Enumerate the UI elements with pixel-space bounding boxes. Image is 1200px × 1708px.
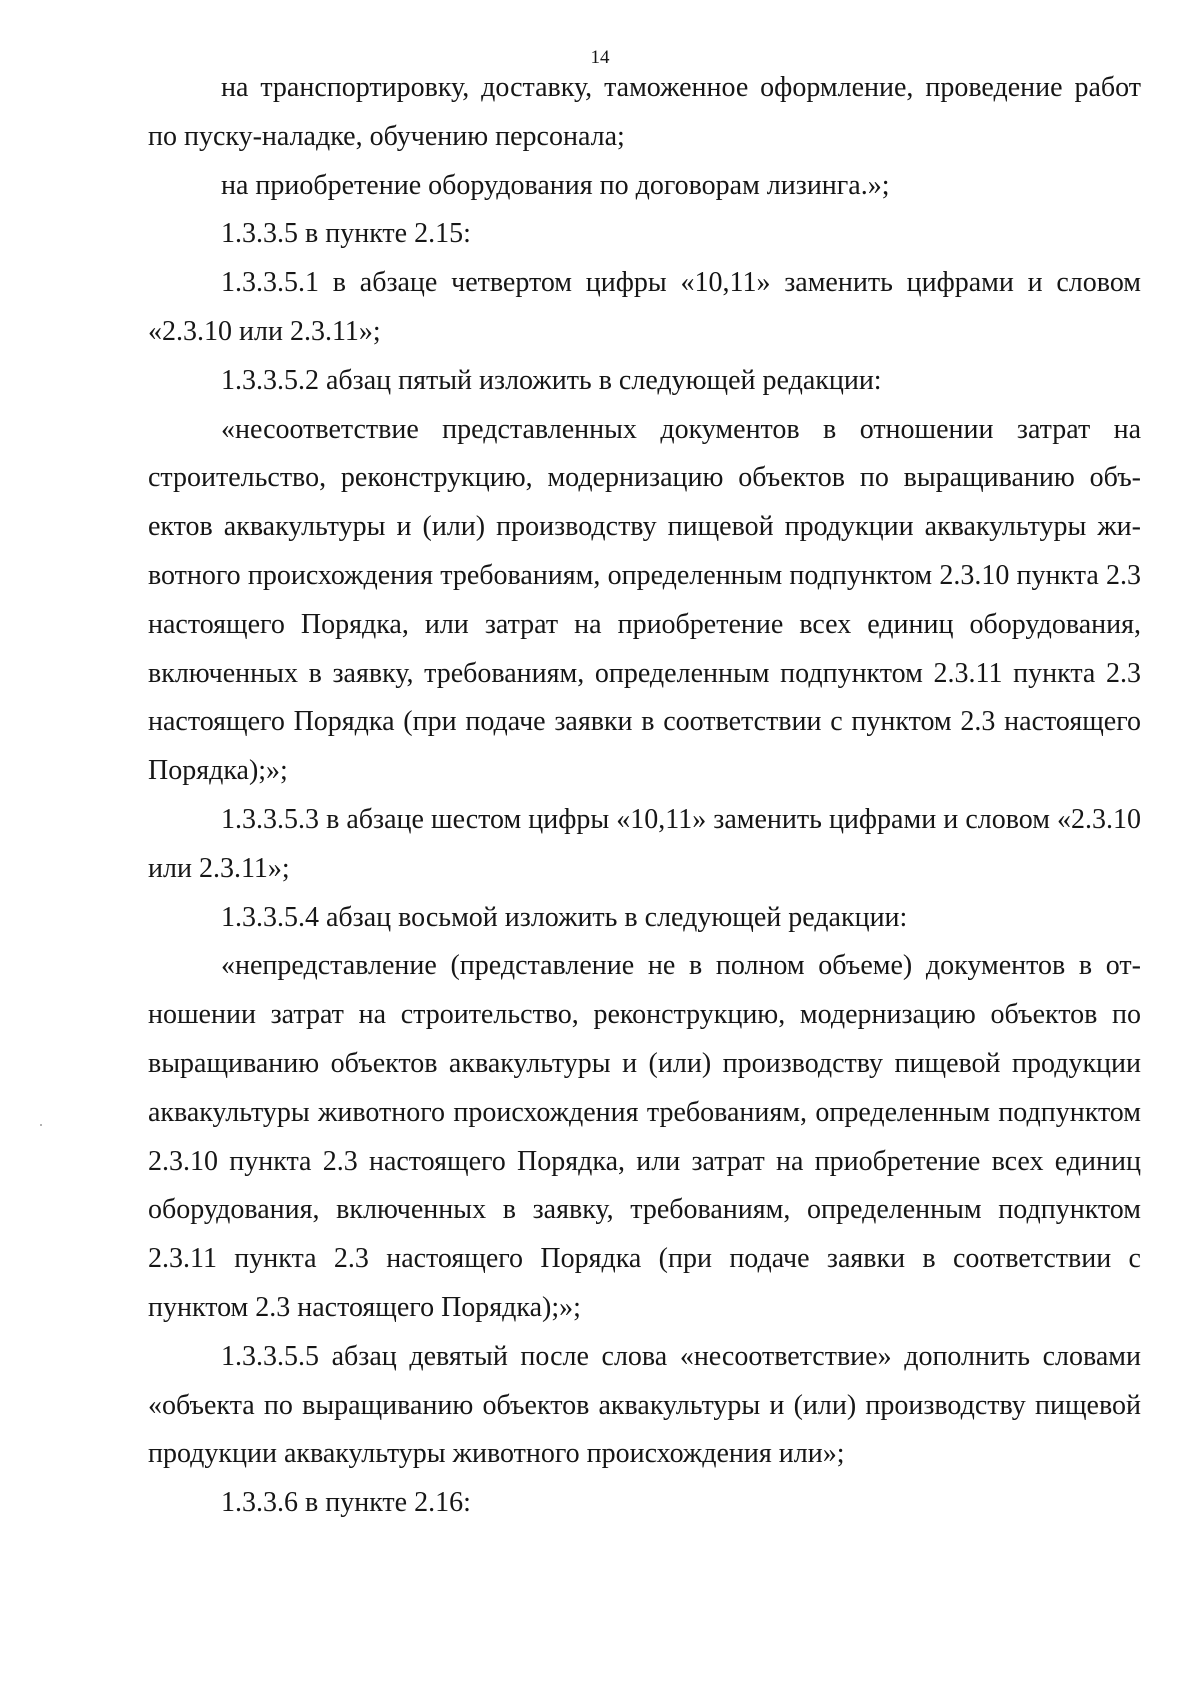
paragraph-item-1-3-3-5-2: 1.3.3.5.2 абзац пятый изложить в следующей редакции: bbox=[221, 364, 882, 396]
paragraph-item-1-3-3-5: 1.3.3.5 в пункте 2.15: bbox=[221, 218, 471, 250]
paragraph-quote-mismatch: «несоответствие представленных документов в отношении затрат на строительство, реконструкцию, модернизацию объектов по выращиванию объектов аквакультуры и (или) производству пищевой продукции аквакультуры животного происхождения требованиям, определенным подпунктом 2.3.10 пункта 2.3 настоящего Порядка, или затрат на приобретение всех единиц оборудования, включенных в заявку, требованиям, определенным подпунктом 2.3.11 пункта 2.3 настоящего Порядка (при подаче заявки в соответствии с пунктом 2.3 настоящего Порядка);»; bbox=[148, 413, 1141, 787]
paragraph-item-1-3-3-6: 1.3.3.6 в пункте 2.16: bbox=[221, 1487, 471, 1519]
document-body bbox=[148, 64, 1141, 1528]
paragraph-item-1-3-3-5-3: 1.3.3.5.3 в абзаце шестом цифры «10,11» заменить цифрами и словом «2.3.10 или 2.3.11»; bbox=[148, 803, 1141, 884]
paragraph-quote-nonsubmission: «непредставление (представление не в полном объеме) документов в отношении затрат на строительство, реконструкцию, модернизацию объектов по выращиванию объектов аквакультуры и (или) производству пищевой продукции аквакультуры животного происхождения требованиям, определенным подпунктом 2.3.10 пункта 2.3 настоящего Порядка, или затрат на приобретение всех единиц оборудования, включенных в заявку, требованиям, определенным подпунктом 2.3.11 пункта 2.3 настоящего Порядка (при подаче заявки в соответствии с пунктом 2.3 настоящего Порядка);»; bbox=[148, 950, 1141, 1323]
paragraph-equipment-costs: на транспортировку, доставку, таможенное оформление, проведение работ по пуску-наладке, обучению персонала; bbox=[148, 72, 1141, 152]
paragraph-item-1-3-3-5-1: 1.3.3.5.1 в абзаце четвертом цифры «10,11» заменить цифрами и словом «2.3.10 или 2.3.11»; bbox=[148, 267, 1141, 347]
paragraph-item-1-3-3-5-5: 1.3.3.5.5 абзац девятый после слова «несоответствие» дополнить словами «объекта по выращиванию объектов аквакультуры и (или) производству пищевой продукции аквакультуры животного происхождения или»; bbox=[148, 1340, 1141, 1470]
paragraph-item-1-3-3-5-4: 1.3.3.5.4 абзац восьмой изложить в следующей редакции: bbox=[221, 901, 908, 933]
paragraph-leasing: на приобретение оборудования по договорам лизинга.»; bbox=[221, 169, 890, 201]
page-number: 14 bbox=[590, 47, 610, 68]
scan-artifact bbox=[40, 1124, 42, 1126]
